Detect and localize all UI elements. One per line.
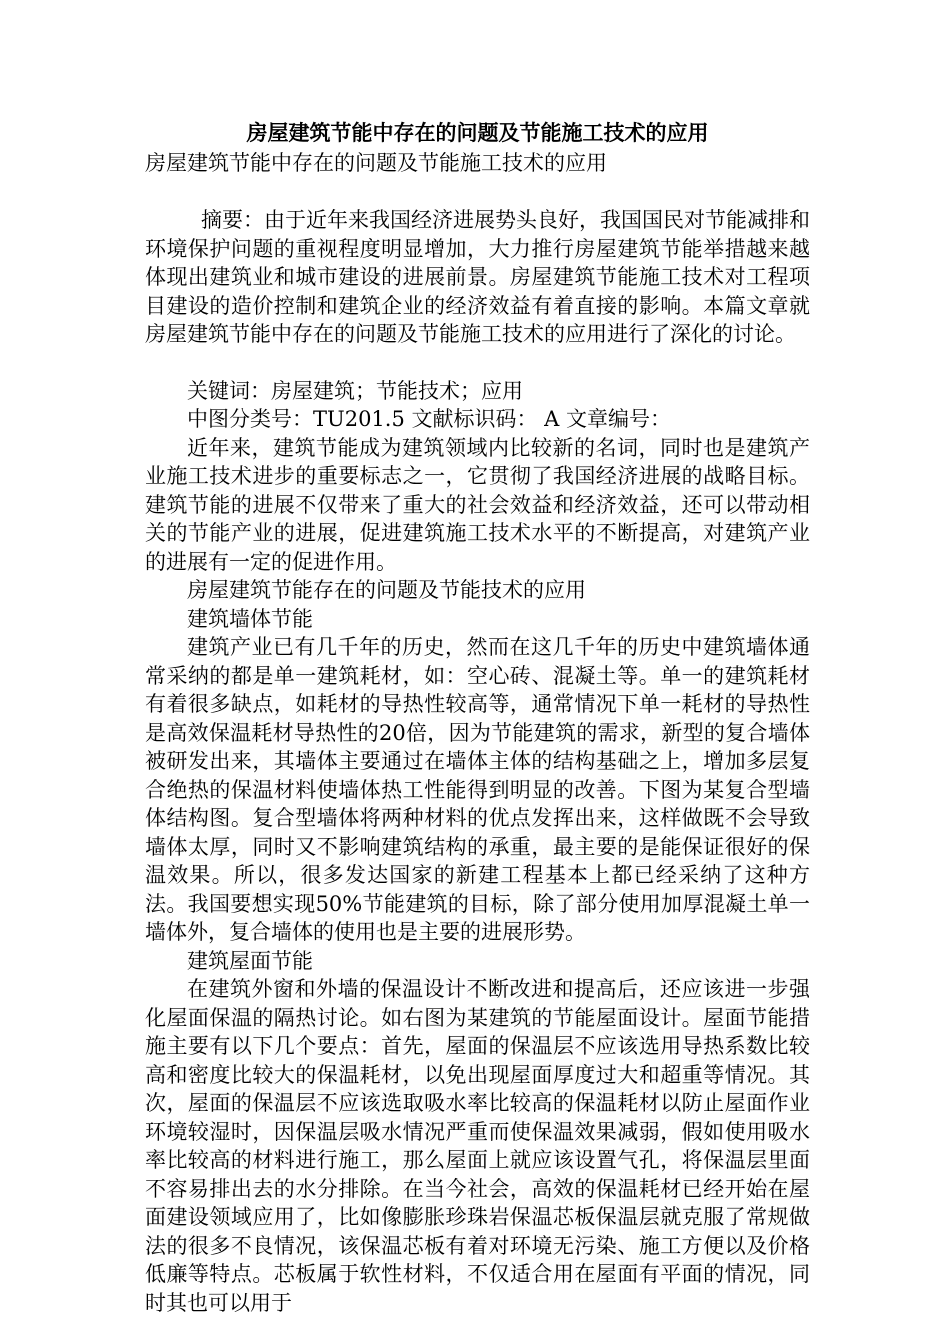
document-page	[145, 118, 810, 1317]
roof-paragraph: 在建筑外窗和外墙的保温设计不断改进和提高后，还应该进一步强化屋面保温的隔热讨论。如右图为某建筑的节能屋面设计。屋面节能措施主要有以下几个要点：首先，屋面的保温层不应该选用导热系数比较高和密度比较大的保温耗材，以免出现屋面厚度过大和超重等情况。其次，屋面的保温层不应该选取吸水率比较高的保温耗材以防止屋面作业环境较湿时，因保温层吸水情况严重而使保温效果减弱，假如使用吸水率比较高的材料进行施工，那么屋面上就应该设置气孔，将保温层里面不容易排出去的水分排除。在当今社会，高效的保温耗材已经开始在屋面建设领域应用了，比如像膨胀珍珠岩保温芯板保温层就克服了常规做法的很多不良情况，该保温芯板有着对环境无污染、施工方便以及价格低廉等特点。芯板属于软性材料，不仅适合用在屋面有平面的情况，同时其也可以用于	[145, 977, 810, 1315]
roof-heading: 建筑屋面节能	[187, 948, 313, 973]
blank-line	[145, 178, 810, 206]
wall-paragraph: 建筑产业已有几千年的历史，然而在这几千年的历史中建筑墙体通常采纳的都是单一建筑耗材，如：空心砖、混凝土等。单一的建筑耗材有着很多缺点，如耗材的导热性较高等，通常情况下单一耗材的导热性是高效保温耗材导热性的20倍，因为节能建筑的需求，新型的复合墙体被研发出来，其墙体主要通过在墙体主体的结构基础之上，增加多层复合绝热的保温材料使墙体热工性能得到明显的改善。下图为某复合型墙体结构图。复合型墙体将两种材料的优点发挥出来，这样做既不会导致墙体太厚，同时又不影响建筑结构的承重，最主要的是能保证很好的保温效果。所以，很多发达国家的新建工程基本上都已经采纳了这种方法。我国要想实现50%节能建筑的目标，除了部分使用加厚混凝土单一墙体外，复合墙体的使用也是主要的进展形势。	[145, 635, 810, 944]
abstract-paragraph: 摘要：由于近年来我国经济进展势头良好，我国国民对节能减排和环境保护问题的重视程度明显增加，大力推行房屋建筑节能举措越来越体现出建筑业和城市建设的进展前景。房屋建筑节能施工技术对工程项目建设的造价控制和建筑企业的经济效益有着直接的影响。本篇文章就房屋建筑节能中存在的问题及节能施工技术的应用进行了深化的讨论。	[145, 208, 810, 346]
blank-line	[145, 349, 810, 377]
section-heading: 房屋建筑节能存在的问题及节能技术的应用	[187, 578, 586, 602]
wall-heading: 建筑墙体节能	[187, 606, 313, 631]
keywords-line: 关键词：房屋建筑；节能技术；应用	[187, 378, 523, 403]
document-title: 房屋建筑节能中存在的问题及节能施工技术的应用	[246, 120, 709, 145]
classification-line: 中图分类号：TU201.5 文献标识码： A 文章编号：	[187, 407, 672, 431]
intro-paragraph: 近年来，建筑节能成为建筑领域内比较新的名词，同时也是建筑产业施工技术进步的重要标志之一，它贯彻了我国经济进展的战略目标。建筑节能的进展不仅带来了重大的社会效益和经济效益，还可以带动相关的节能产业的进展，促进建筑施工技术水平的不断提高，对建筑产业的进展有一定的促进作用。	[145, 435, 810, 574]
document-subtitle: 房屋建筑节能中存在的问题及节能施工技术的应用	[145, 151, 607, 175]
